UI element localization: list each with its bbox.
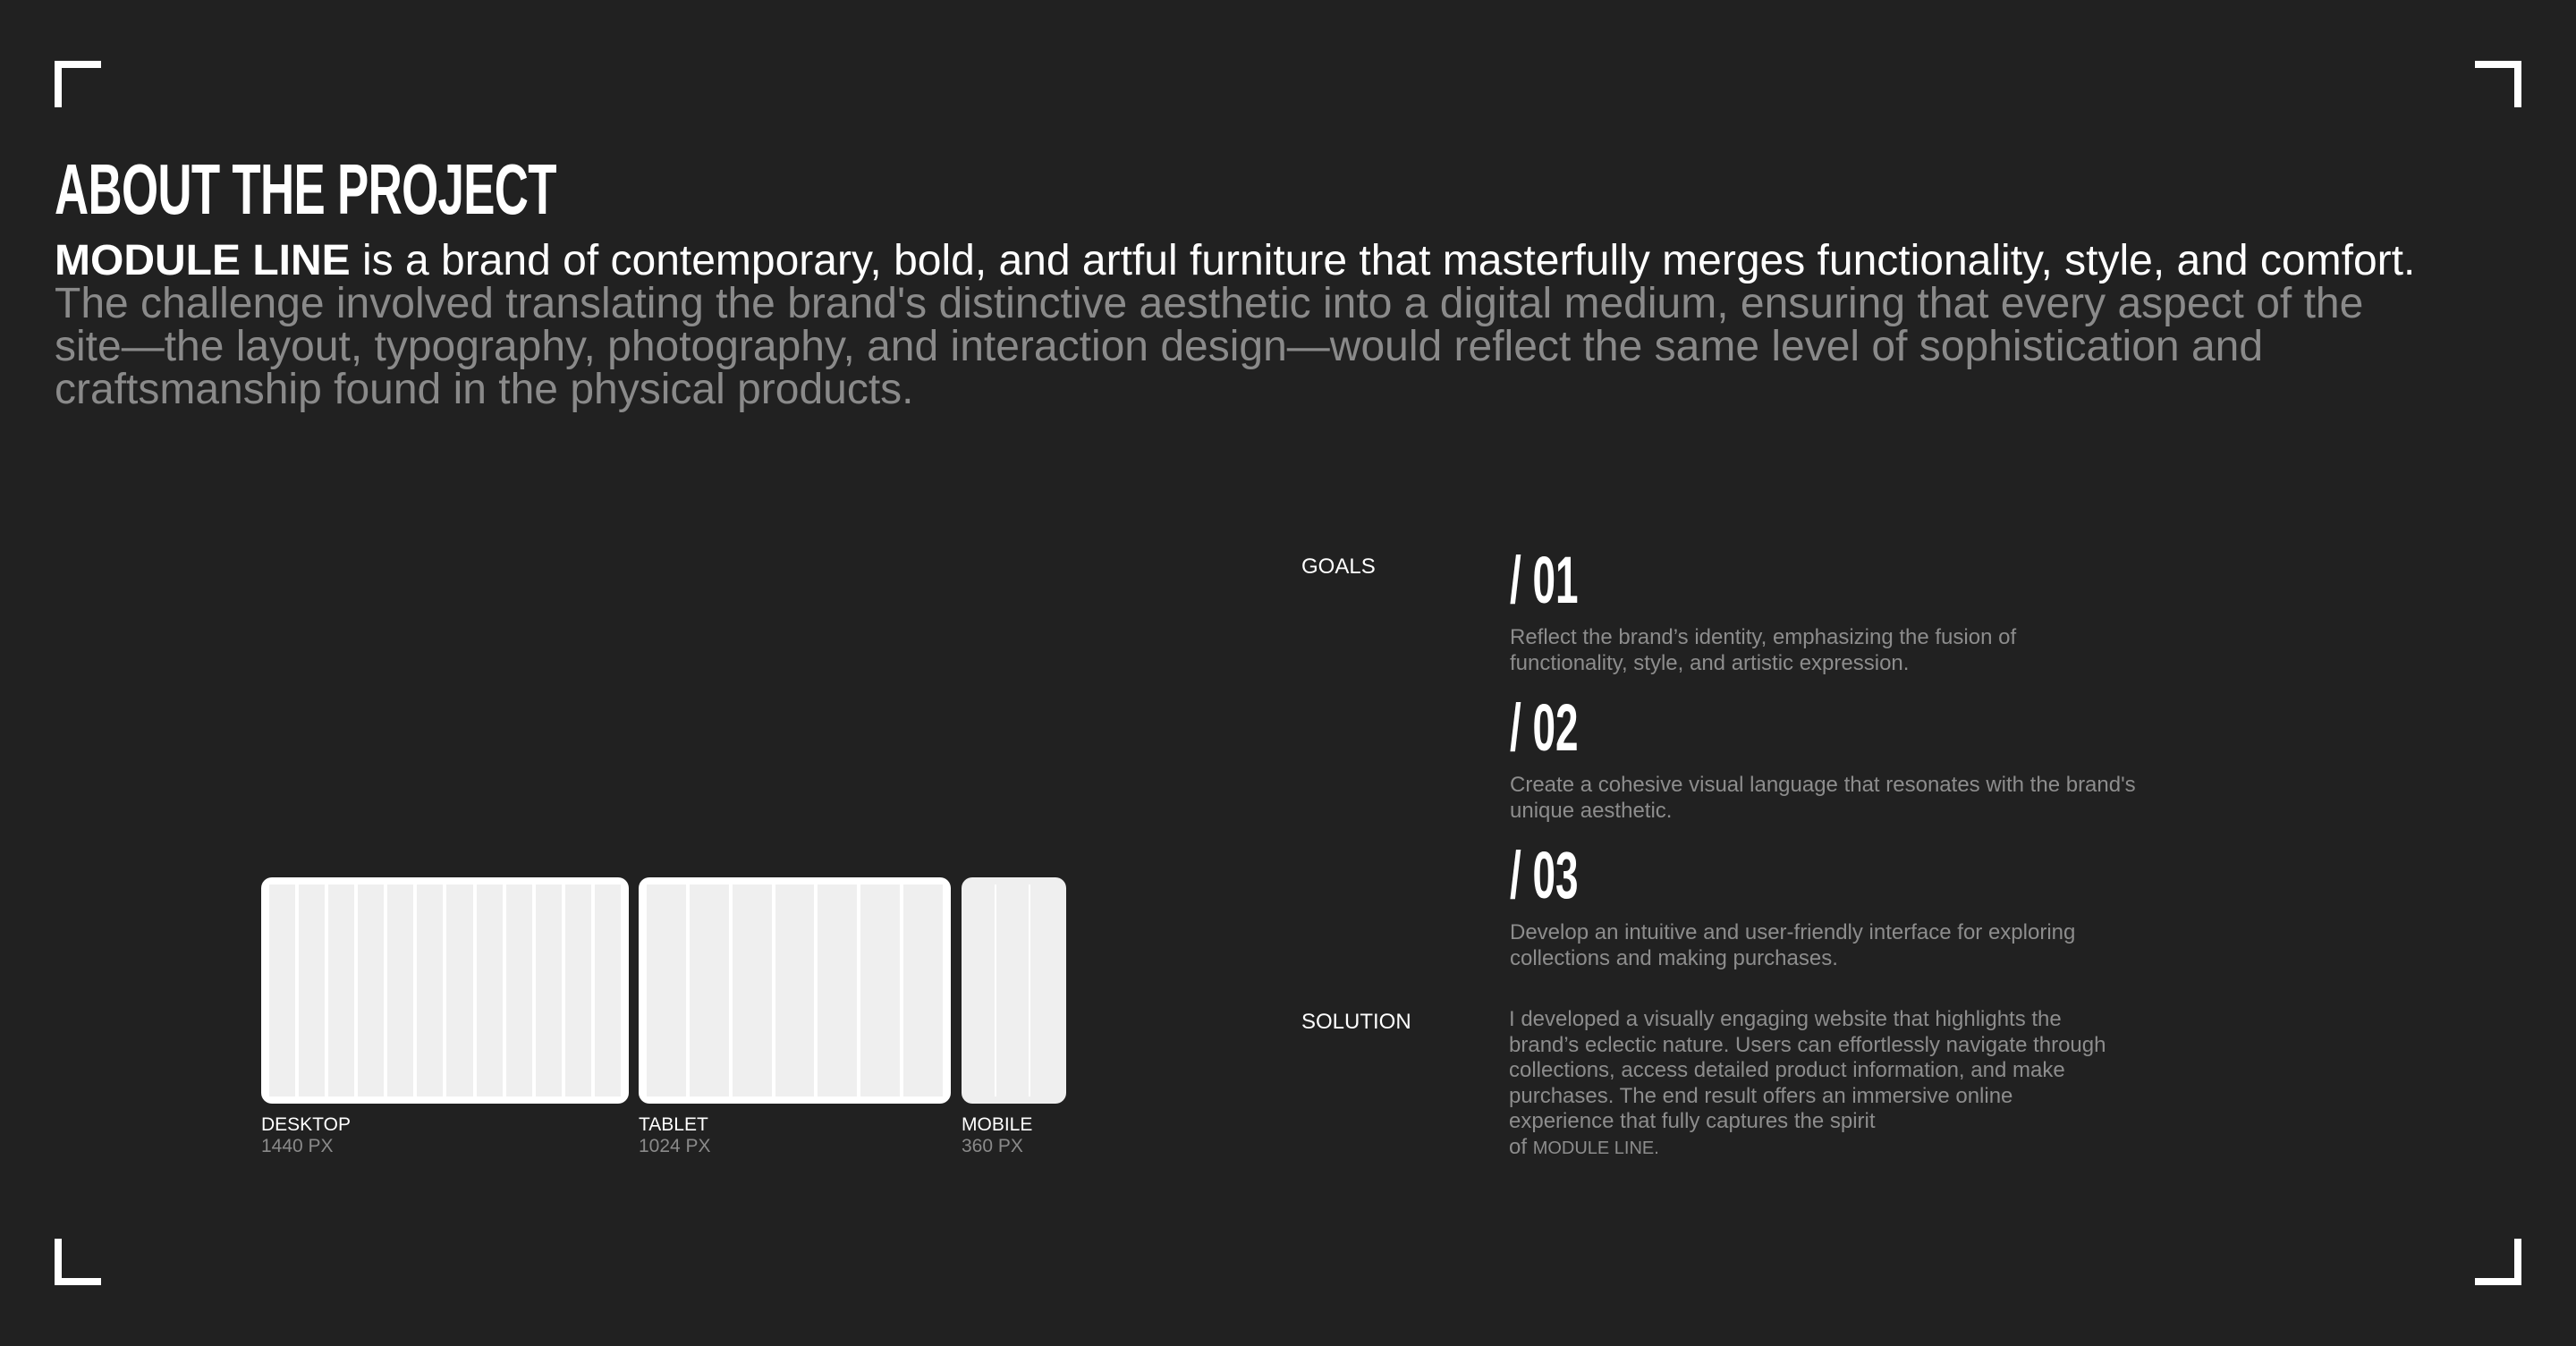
goal-item <box>1510 690 2136 824</box>
solution-brand: MODULE LINE. <box>1532 1138 1659 1158</box>
intro-rest: The challenge involved translating the brand's distinctive aesthetic into a digital medium, ensuring that every aspect of the site—the layout, typography, photography, and interaction design—would reflect the same level of sophistication and craftsmanship found in the physical products. <box>55 280 2364 413</box>
page-title: ABOUT THE PROJECT <box>55 149 556 229</box>
tablet-label <box>639 1114 711 1157</box>
brand-name: MODULE LINE <box>55 237 351 284</box>
goals-label: GOALS <box>1301 554 1376 579</box>
mobile-grid-preview <box>962 877 1066 1104</box>
solution-label: SOLUTION <box>1301 1010 1411 1034</box>
goal-item <box>1510 838 2136 971</box>
corner-mark-bottom-left <box>55 1239 101 1285</box>
goal-number: / 01 <box>1510 543 1579 617</box>
device-name: MOBILE <box>962 1114 1033 1135</box>
corner-mark-bottom-right <box>2475 1239 2521 1285</box>
goal-item <box>1510 543 2136 676</box>
tablet-grid-preview <box>639 877 951 1104</box>
mobile-label <box>962 1114 1032 1157</box>
device-size: 1440 PX <box>261 1136 334 1156</box>
corner-mark-top-left <box>55 61 101 107</box>
solution-suffix: of <box>1509 1134 1533 1159</box>
device-name: DESKTOP <box>261 1114 351 1135</box>
desktop-grid-preview <box>261 877 629 1104</box>
corner-mark-top-right <box>2475 61 2521 107</box>
intro-highlight: is a brand of contemporary, bold, and artful furniture that masterfully merges functionality, style, and comfort. <box>350 237 2416 284</box>
device-size: 1024 PX <box>639 1136 711 1156</box>
goal-number: / 03 <box>1510 838 1579 912</box>
intro-paragraph <box>55 237 2416 413</box>
device-name: TABLET <box>639 1114 708 1135</box>
goal-description: Create a cohesive visual language that resonates with the brand's unique aesthetic. <box>1510 773 2136 823</box>
goal-description: Reflect the brand’s identity, emphasizing the fusion of functionality, style, and artistic expression. <box>1510 625 2017 675</box>
solution-body: I developed a visually engaging website that highlights the brand’s eclectic nature. Users can effortlessly navigate through collections, access detailed product information, and make purchases. The end result offers an immersive online experience that fully captures the spirit <box>1509 1007 2106 1134</box>
solution-text <box>1509 1007 2117 1162</box>
goal-number: / 02 <box>1510 690 1579 765</box>
desktop-label <box>261 1114 351 1157</box>
goal-description: Develop an intuitive and user-friendly interface for exploring collections and making purchases. <box>1510 920 2076 970</box>
device-size: 360 PX <box>962 1136 1023 1156</box>
